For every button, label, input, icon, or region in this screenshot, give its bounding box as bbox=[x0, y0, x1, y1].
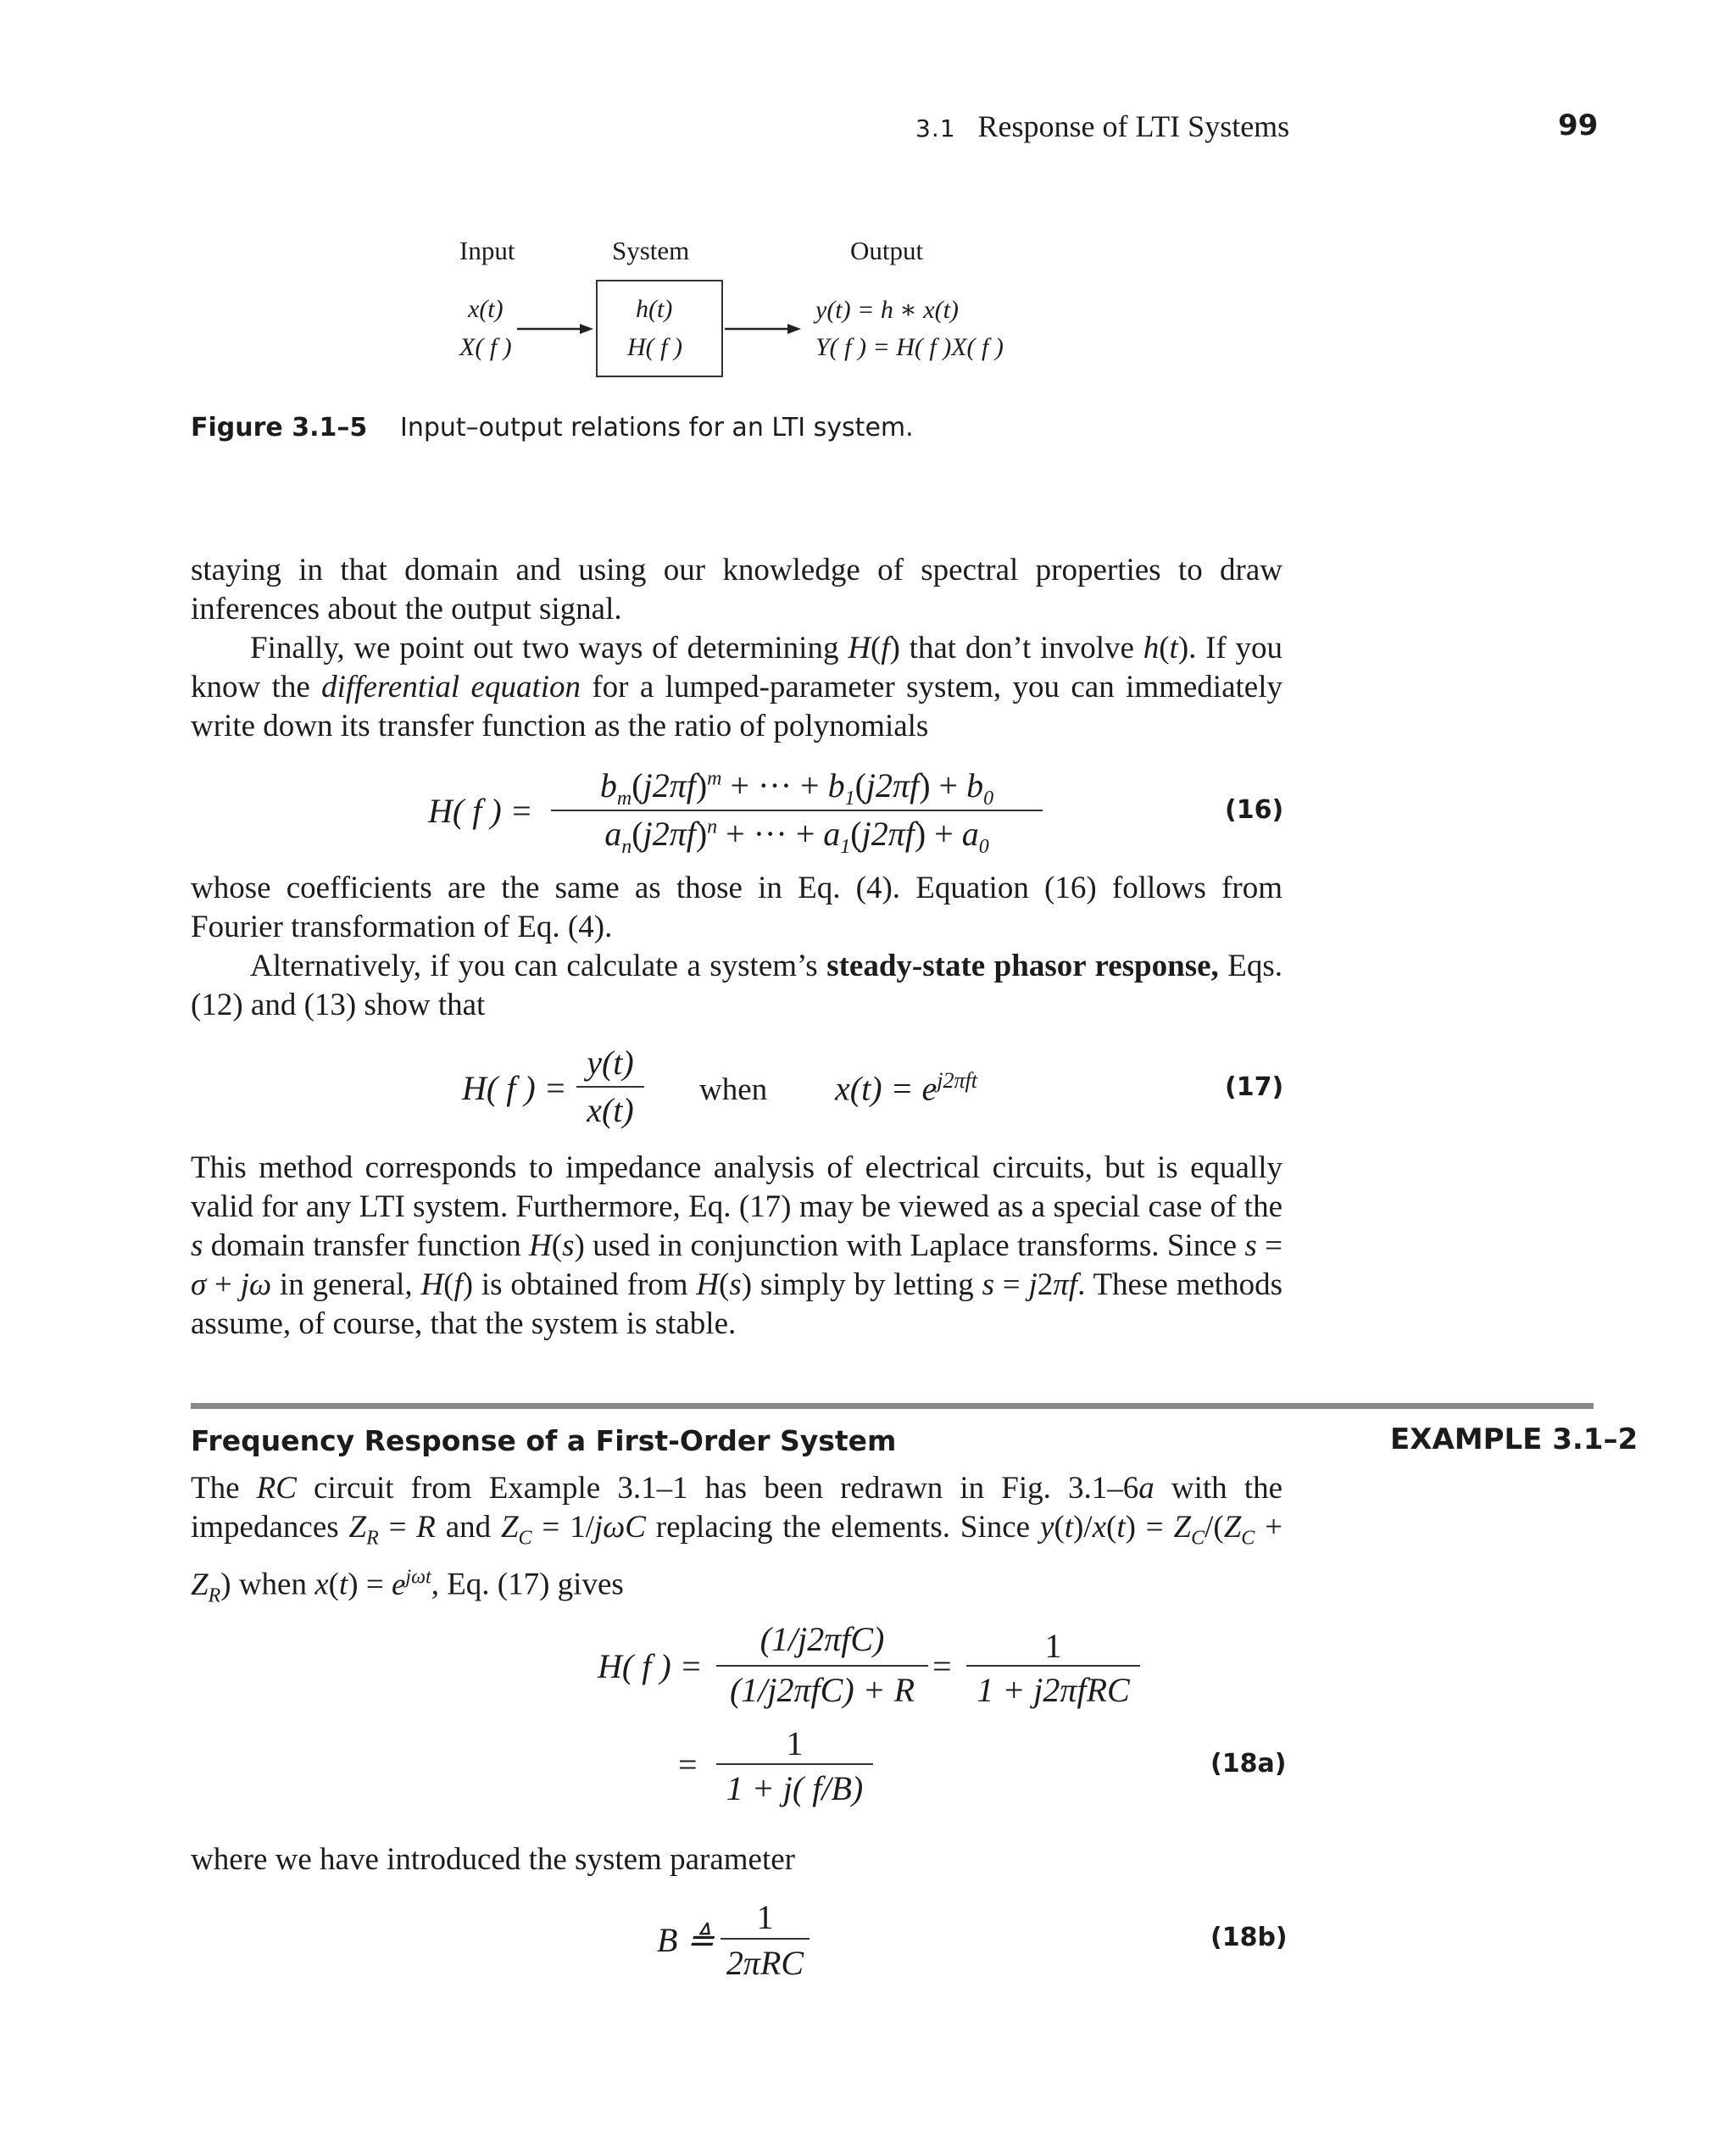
eq16-numerator: $b_m(j2\pi f)^m$ + ··· + $b_1(j2\pi f) + b_0$ bbox=[599, 766, 994, 810]
eq18b-lhs: B ≜ bbox=[657, 1921, 715, 1959]
eq18a-num3: 1 bbox=[786, 1724, 804, 1762]
paragraph-finally: Finally, we point out two ways of determining H(f) that don’t involve h(t). If you know the differential equation for a lumped-parameter system, you can immediately write down its transfer function as the ratio of polynomials bbox=[191, 631, 1283, 743]
diagram-input-freq: X( f ) bbox=[459, 333, 512, 361]
eq18b-denominator: 2πRC bbox=[726, 1944, 804, 1982]
diagram-input-label: Input bbox=[459, 236, 515, 265]
eq17-number: (17) bbox=[1225, 1072, 1284, 1102]
eq18a-equals1: = bbox=[932, 1647, 952, 1685]
diagram-output-freq: Y( f ) = H( f )X( f ) bbox=[815, 333, 1004, 361]
example-rule bbox=[191, 1403, 1594, 1409]
eq17-denominator: x(t) bbox=[587, 1091, 634, 1129]
eq16-lhs: H( f ) = bbox=[428, 792, 533, 830]
output-arrow bbox=[725, 324, 801, 334]
section-title: Response of LTI Systems bbox=[977, 109, 1290, 143]
eq18a-lhs: H( f ) = bbox=[598, 1647, 703, 1685]
paragraph-rc-circuit: The RC circuit from Example 3.1–1 has been redrawn in Fig. 3.1–6a with the impedances $Z_R = R$ and $Z_C = 1/j\omega C$ replacing the elements. Since $y(t)/x(t) = Z_C/(Z_C + Z_R)$ when $x(t) = e^{j\omega t}$, Eq. (17) gives bbox=[191, 1471, 1283, 1607]
eq18a-num1: (1/j2πfC) bbox=[760, 1620, 885, 1658]
diagram-output-label: Output bbox=[850, 236, 924, 265]
eq17-fraction-bar bbox=[576, 1086, 644, 1088]
eq17-when: when bbox=[699, 1072, 768, 1107]
where-line: where we have introduced the system parameter bbox=[191, 1842, 795, 1877]
diagram-system-label: System bbox=[612, 236, 690, 265]
eq18b-bar bbox=[721, 1938, 810, 1940]
figure-caption: Input–output relations for an LTI system. bbox=[400, 413, 914, 443]
eq18a-bar3 bbox=[716, 1763, 873, 1765]
eq18a-den3: 1 + j( f/B) bbox=[726, 1769, 864, 1807]
example-label: EXAMPLE 3.1–2 bbox=[1390, 1422, 1639, 1456]
eq18b-numerator: 1 bbox=[756, 1898, 774, 1936]
body-paragraphs-3 bbox=[191, 1149, 1283, 1344]
diagram-input-time: x(t) bbox=[468, 295, 504, 323]
eq18a-bar1 bbox=[716, 1665, 928, 1667]
diagram-output-time: y(t) = h ∗ x(t) bbox=[815, 296, 959, 324]
paragraph-continuation: staying in that domain and using our knowledge of spectral properties to draw inferences about the output signal. bbox=[191, 553, 1283, 626]
eq18a-den1: (1/j2πfC) + R bbox=[729, 1671, 915, 1709]
input-arrow bbox=[517, 324, 593, 334]
paragraph-method: This method corresponds to impedance analysis of electrical circuits, but is equally valid for any LTI system. Furthermore, Eq. (17) may be viewed as a special case of the s domain transfer function H(s) used in conjunction with Laplace transforms. Since s = σ + jω in general, H(f) is obtained from H(s) simply by letting s = j2πf. These methods assume, of course, that the system is stable. bbox=[191, 1150, 1283, 1341]
eq17-condition: $x(t) = e^{j2\pi ft}$ bbox=[835, 1068, 977, 1108]
eq17-lhs: H( f ) = bbox=[462, 1069, 567, 1107]
eq18a-num2: 1 bbox=[1044, 1627, 1062, 1665]
paragraph-coefficients: whose coefficients are the same as those in Eq. (4). Equation (16) follows from Fourier transformation of Eq. (4). bbox=[191, 871, 1283, 944]
paragraph-alternatively: Alternatively, if you can calculate a system’s steady-state phasor response, Eqs. (12) and (13) show that bbox=[191, 949, 1283, 1022]
body-paragraphs-1 bbox=[191, 551, 1283, 746]
running-header bbox=[915, 109, 1289, 144]
example-title: Frequency Response of a First-Order System bbox=[191, 1424, 897, 1457]
page-number: 99 bbox=[1558, 109, 1599, 142]
diagram-system-time: h(t) bbox=[636, 295, 673, 323]
eq18a-number: (18a) bbox=[1210, 1749, 1287, 1779]
eq18a-den2: 1 + j2πfRC bbox=[976, 1671, 1130, 1709]
eq16-number: (16) bbox=[1225, 795, 1284, 825]
eq16-denominator: $a_n(j2\pi f)^n$ + ··· + $a_1(j2\pi f) + a_0$ bbox=[604, 815, 989, 858]
eq18a-equals2: = bbox=[678, 1745, 698, 1784]
diagram-arrows bbox=[509, 318, 848, 343]
example-paragraph bbox=[191, 1469, 1283, 1615]
eq17-numerator: y(t) bbox=[587, 1044, 634, 1082]
eq18b-number: (18b) bbox=[1210, 1923, 1288, 1952]
body-paragraphs-2 bbox=[191, 869, 1283, 1025]
eq18a-bar2 bbox=[966, 1665, 1140, 1667]
diagram-system-freq: H( f ) bbox=[627, 333, 682, 361]
section-number: 3.1 bbox=[915, 114, 956, 142]
figure-label: Figure 3.1–5 bbox=[191, 413, 368, 443]
eq16-fraction-bar bbox=[551, 810, 1043, 811]
